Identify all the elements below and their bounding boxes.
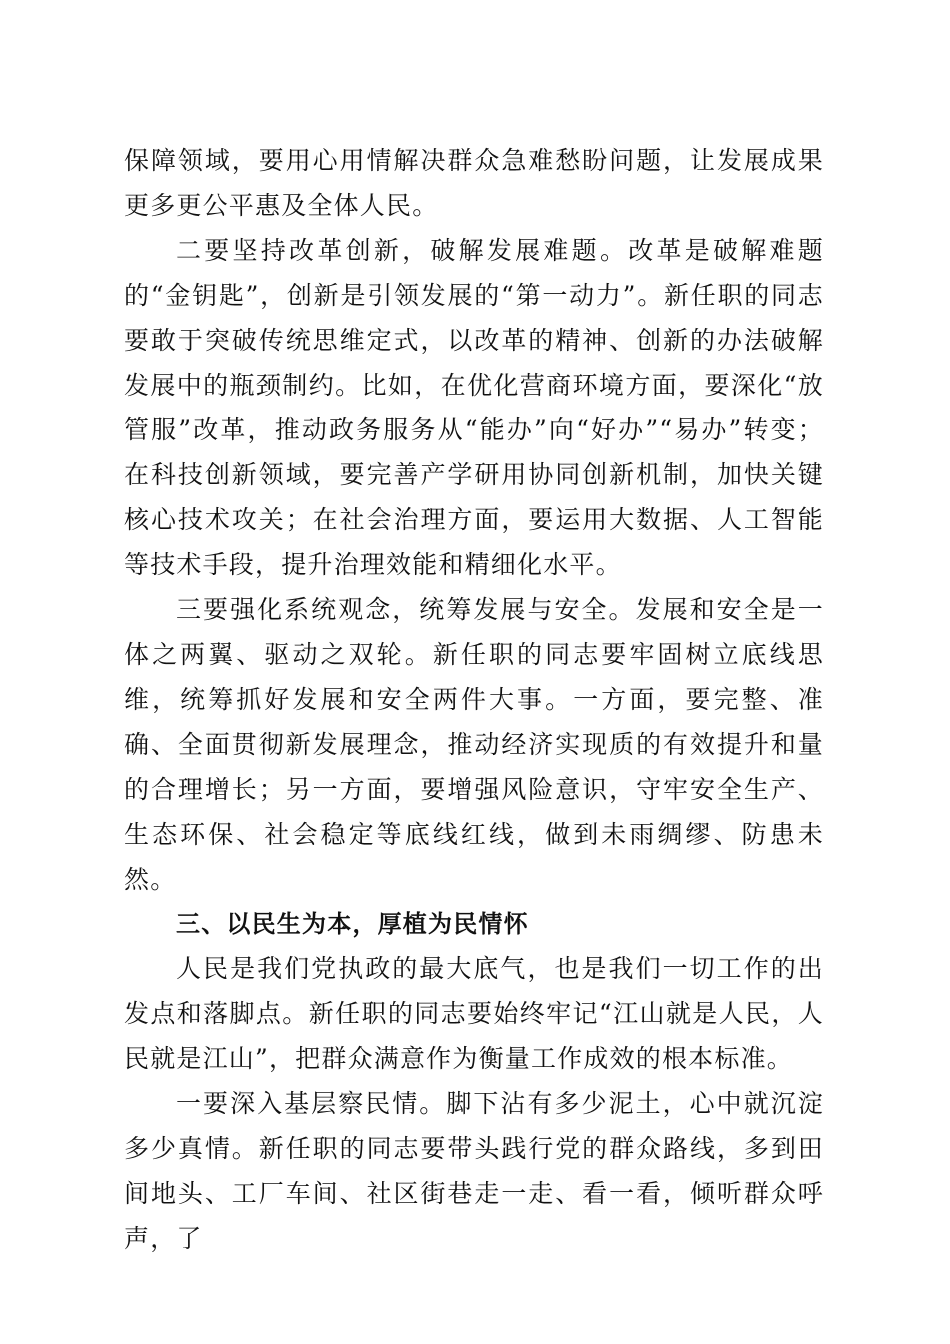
document-body: [124, 139, 824, 1262]
paragraph-continuation: 保障领域，要用心用情解决群众急难愁盼问题，让发展成果更多更公平惠及全体人民。: [124, 146, 824, 220]
paragraph-reform-innovation: 二要坚持改革创新，破解发展难题。改革是破解难题的“金钥匙”，创新是引领发展的“第一动力”。新任职的同志要敢于突破传统思维定式，以改革的精神、创新的办法破解发展中的瓶颈制约。比如，在优化营商环境方面，要深化“放管服”改革，推动政务服务从“能办”向“好办”“易办”转变；在科技创新领域，要完善产学研用协同创新机制，加快关键核心技术攻关；在社会治理方面，要运用大数据、人工智能等技术手段，提升治理效能和精细化水平。: [124, 235, 824, 580]
paragraph-grassroots: 一要深入基层察民情。脚下沾有多少泥土，心中就沉淀多少真情。新任职的同志要带头践行党的群众路线，多到田间地头、工厂车间、社区街巷走一走、看一看，倾听群众呼声，了: [124, 1089, 824, 1253]
paragraph-system-thinking: 三要强化系统观念，统筹发展与安全。发展和安全是一体之两翼、驱动之双轮。新任职的同志要牢固树立底线思维，统筹抓好发展和安全两件大事。一方面，要完整、准确、全面贯彻新发展理念，推动经济实现质的有效提升和量的合理增长；另一方面，要增强风险意识，守牢安全生产、生态环保、社会稳定等底线红线，做到未雨绸缪、防患未然。: [124, 595, 824, 894]
section-heading: 三、以民生为本，厚植为民情怀: [176, 910, 529, 939]
paragraph-people-foundation: 人民是我们党执政的最大底气，也是我们一切工作的出发点和落脚点。新任职的同志要始终牢记“江山就是人民，人民就是江山”，把群众满意作为衡量工作成效的根本标准。: [124, 954, 824, 1074]
